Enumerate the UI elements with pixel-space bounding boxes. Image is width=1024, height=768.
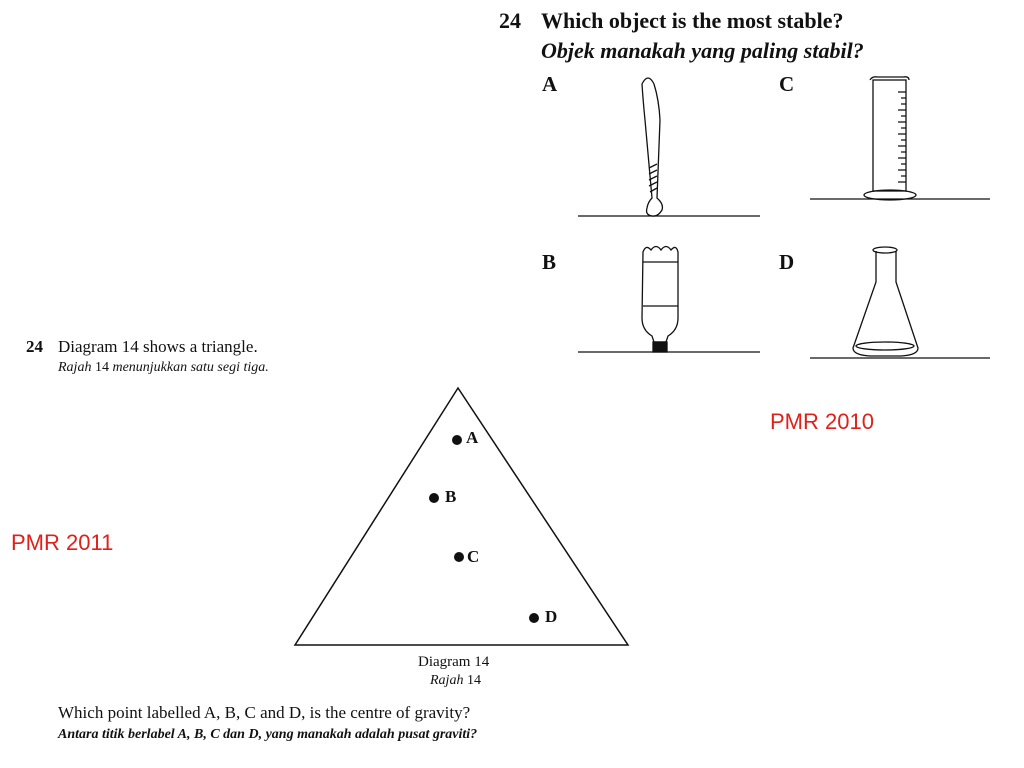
point-b-dot bbox=[429, 493, 439, 503]
caption-ms-number: 14 bbox=[466, 673, 481, 688]
question-2010-text-en: Which object is the most stable? bbox=[541, 8, 844, 33]
option-a-label: A bbox=[542, 72, 558, 96]
point-c-dot bbox=[454, 552, 464, 562]
triangle-shape bbox=[295, 388, 628, 645]
cylinder-tube bbox=[873, 80, 906, 191]
question-2010-number: 24 bbox=[499, 8, 521, 33]
diagram-caption-en: Diagram 14 bbox=[418, 654, 490, 670]
object-a-spoon-figure bbox=[578, 78, 760, 216]
point-d-dot bbox=[529, 613, 539, 623]
intro-ms-part-a: Rajah bbox=[58, 360, 92, 375]
option-b-label: B bbox=[542, 250, 557, 274]
flask-liquid-surface bbox=[856, 342, 914, 350]
point-a-dot bbox=[452, 435, 462, 445]
pmr-2010-tag: PMR 2010 bbox=[770, 409, 874, 434]
object-c-measuring-cylinder-figure bbox=[810, 77, 990, 200]
question-2011-number: 24 bbox=[26, 337, 43, 356]
pmr-2011-tag: PMR 2011 bbox=[11, 530, 114, 555]
triangle-diagram bbox=[295, 388, 628, 645]
question-2011-intro-en: Diagram 14 shows a triangle. bbox=[58, 337, 258, 356]
intro-ms-number: 14 bbox=[94, 360, 109, 375]
question-2010-text-ms: Objek manakah yang paling stabil? bbox=[541, 38, 864, 63]
question-2011-text-ms: Antara titik berlabel A, B, C dan D, yang manakah adalah pusat graviti? bbox=[58, 727, 478, 742]
spoon-body bbox=[642, 78, 662, 216]
bottle-cap bbox=[653, 342, 667, 352]
point-a-label: A bbox=[466, 428, 479, 447]
flask-body bbox=[853, 251, 918, 356]
cylinder-graduations bbox=[898, 92, 906, 182]
object-d-conical-flask-figure bbox=[810, 247, 990, 358]
question-2011-text-en: Which point labelled A, B, C and D, is the centre of gravity? bbox=[58, 703, 471, 722]
intro-ms-part-b: menunjukkan satu segi tiga. bbox=[112, 360, 269, 375]
caption-ms-word: Rajah bbox=[430, 673, 464, 688]
point-c-label: C bbox=[467, 547, 480, 566]
object-b-bottle-figure bbox=[578, 247, 760, 353]
question-2011-intro-ms bbox=[58, 360, 269, 376]
option-c-label: C bbox=[779, 72, 795, 96]
bottle-body bbox=[642, 247, 678, 343]
point-d-label: D bbox=[545, 607, 558, 626]
diagram-caption-ms bbox=[430, 673, 481, 689]
option-d-label: D bbox=[779, 250, 795, 274]
point-b-label: B bbox=[445, 487, 457, 506]
